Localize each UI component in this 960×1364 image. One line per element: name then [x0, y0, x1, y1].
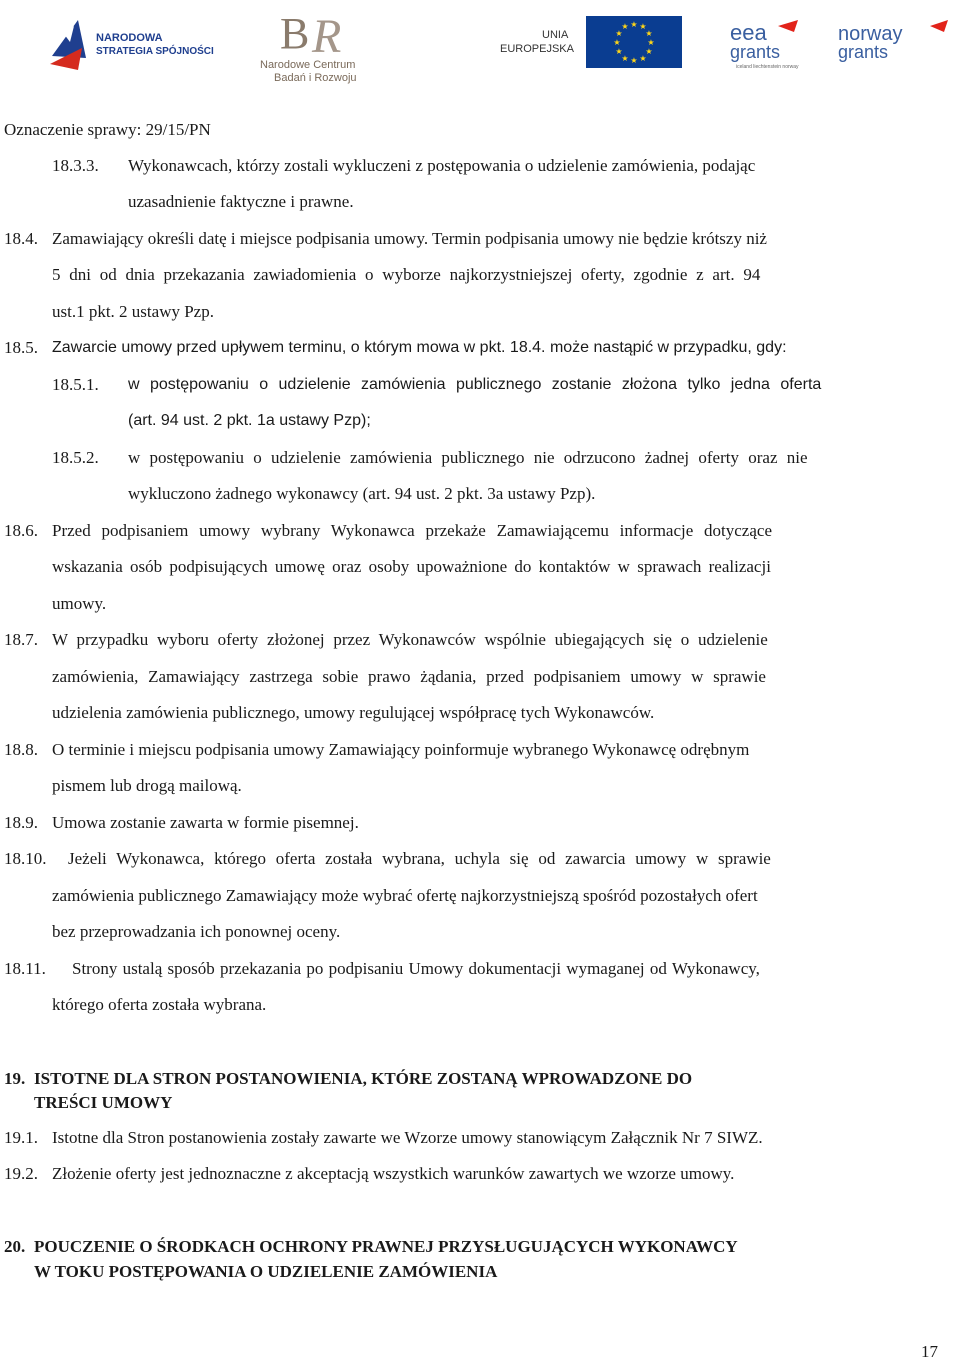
- section-heading: W TOKU POSTĘPOWANIA O UDZIELENIE ZAMÓWIENIA: [34, 1262, 498, 1281]
- item-number: 19.2.: [4, 1164, 38, 1183]
- paragraph-line: w postępowaniu o udzielenie zamówienia publicznego nie odrzucono żadnej oferty oraz nie: [128, 448, 808, 467]
- nss-line2: STRATEGIA SPÓJNOŚCI: [96, 46, 214, 57]
- paragraph-line: uzasadnienie faktyczne i prawne.: [128, 192, 354, 211]
- svg-text:★: ★: [639, 54, 647, 63]
- ncbr-logo: [250, 4, 398, 84]
- svg-text:★: ★: [621, 54, 629, 63]
- page-number: 17: [921, 1342, 938, 1361]
- section-number: 20.: [4, 1237, 26, 1256]
- section-number: 19.: [4, 1069, 26, 1088]
- item-number: 18.9.: [4, 813, 38, 832]
- paragraph-line: [128, 154, 940, 178]
- paragraph-line: 5 dni od dnia przekazania zawiadomienia o wyborze najkorzystniejszej oferty, zgodnie z art. 94: [52, 265, 761, 284]
- paragraph-line: O terminie i miejscu podpisania umowy Zamawiający poinformuje wybranego Wykonawcę odrębnym: [52, 740, 750, 759]
- eea-grants-logo: [728, 18, 828, 70]
- paragraph-line: zamówienia publicznego Zamawiający może wybrać ofertę najkorzystniejszą spośród pozostałych ofert: [52, 886, 758, 905]
- svg-text:★: ★: [615, 29, 623, 38]
- paragraph-line: którego oferta została wybrana.: [52, 995, 267, 1014]
- svg-text:B: B: [280, 9, 310, 58]
- reference-number: Oznaczenie sprawy: 29/15/PN: [4, 120, 211, 139]
- item-number: 18.5.2.: [52, 448, 99, 467]
- paragraph-line: zamówienia, Zamawiający zastrzega sobie prawo żądania, przed podpisaniem umowy w sprawie: [52, 667, 766, 686]
- ue-line2: EUROPEJSKA: [500, 43, 574, 55]
- svg-text:★: ★: [615, 47, 623, 56]
- svg-text:★: ★: [613, 38, 621, 47]
- paragraph-line: wykluczono żadnego wykonawcy (art. 94 ust. 2 pkt. 3a ustawy Pzp).: [128, 484, 596, 503]
- ncbr-line2: Badań i Rozwoju: [274, 72, 357, 84]
- nss-logo: [48, 14, 218, 72]
- paragraph-line: Przed podpisaniem umowy wybrany Wykonawca przekaże Zamawiającemu informacje dotyczące: [52, 521, 772, 540]
- paragraph-line: Złożenie oferty jest jednoznaczne z akceptacją wszystkich warunków zawartych we wzorze umowy.: [52, 1164, 735, 1183]
- svg-text:grants: grants: [838, 42, 889, 62]
- item-number: 18.5.: [4, 338, 38, 357]
- section-heading: ISTOTNE DLA STRON POSTANOWIENIA, KTÓRE ZOSTANĄ WPROWADZONE DO: [34, 1069, 693, 1088]
- paragraph-line: pismem lub drogą mailową.: [52, 776, 242, 795]
- line-text: Wykonawcach, którzy zostali wykluczeni z postępowania o udzielenie zamówienia, podając: [128, 156, 756, 175]
- paragraph-line: bez przeprowadzania ich ponownej oceny.: [52, 922, 341, 941]
- item-number: 18.6.: [4, 521, 38, 540]
- item-number: 18.5.1.: [52, 375, 99, 394]
- svg-text:★: ★: [621, 22, 629, 31]
- paragraph-line: udzielenia zamówienia publicznego, umowy regulującej współpracę tych Wykonawców.: [52, 703, 655, 722]
- paragraph-line: umowy.: [52, 594, 107, 613]
- paragraph-line: wskazania osób podpisujących umowę oraz osoby upoważnione do kontaktów w sprawach realizacji: [52, 557, 771, 576]
- paragraph-line: Jeżeli Wykonawca, którego oferta została wybrana, uchyla się od zawarcia umowy w sprawie: [68, 849, 771, 868]
- paragraph-line: ust.1 pkt. 2 ustawy Pzp.: [52, 302, 214, 321]
- paragraph-line: Umowa zostanie zawarta w formie pisemnej.: [52, 813, 359, 832]
- svg-text:★: ★: [639, 22, 647, 31]
- eea-sub: iceland liechtenstein norway: [736, 64, 799, 70]
- paragraph-line: Strony ustalą sposób przekazania po podpisaniu Umowy dokumentacji wymaganej od Wykonawcy,: [72, 959, 760, 978]
- svg-text:★: ★: [647, 38, 655, 47]
- svg-text:★: ★: [645, 29, 653, 38]
- item-number: 18.3.3.: [52, 156, 99, 175]
- item-number: 18.10.: [4, 849, 47, 868]
- paragraph-line: (art. 94 ust. 2 pkt. 1a ustawy Pzp);: [128, 412, 371, 429]
- item-number: 18.8.: [4, 740, 38, 759]
- item-number: 18.11.: [4, 959, 46, 978]
- svg-text:★: ★: [645, 47, 653, 56]
- ncbr-line1: Narodowe Centrum: [260, 59, 356, 71]
- svg-text:grants: grants: [730, 42, 781, 62]
- svg-text:norway: norway: [838, 23, 903, 45]
- ue-line1: UNIA: [542, 29, 569, 41]
- item-number: 18.4.: [4, 229, 38, 248]
- paragraph-line: w postępowaniu o udzielenie zamówienia publicznego zostanie złożona tylko jedna oferta: [128, 376, 822, 393]
- paragraph-line: W przypadku wyboru oferty złożonej przez Wykonawców wspólnie ubiegających się o udzielenie: [52, 630, 768, 649]
- svg-text:★: ★: [630, 20, 638, 29]
- paragraph-line: Zawarcie umowy przed upływem terminu, o którym mowa w pkt. 18.4. może nastąpić w przypadku, gdy:: [52, 339, 787, 356]
- logo-header: [0, 0, 960, 90]
- svg-text:R: R: [312, 10, 342, 63]
- item-number: 19.1.: [4, 1128, 38, 1147]
- paragraph-line: Istotne dla Stron postanowienia zostały zawarte we Wzorze umowy stanowiącym Załącznik Nr 7 SIWZ.: [52, 1128, 763, 1147]
- section-heading: TREŚCI UMOWY: [34, 1093, 173, 1112]
- eu-logo: [498, 12, 686, 70]
- svg-text:eea: eea: [730, 20, 767, 45]
- item-number: 18.7.: [4, 630, 38, 649]
- svg-text:★: ★: [630, 56, 638, 65]
- nss-line1: NARODOWA: [96, 32, 163, 44]
- section-heading: POUCZENIE O ŚRODKACH OCHRONY PRAWNEJ PRZYSŁUGUJĄCYCH WYKONAWCY: [34, 1237, 738, 1256]
- paragraph-line: Zamawiający określi datę i miejsce podpisania umowy. Termin podpisania umowy nie będzie krótszy niż: [52, 229, 767, 248]
- norway-grants-logo: [836, 18, 954, 70]
